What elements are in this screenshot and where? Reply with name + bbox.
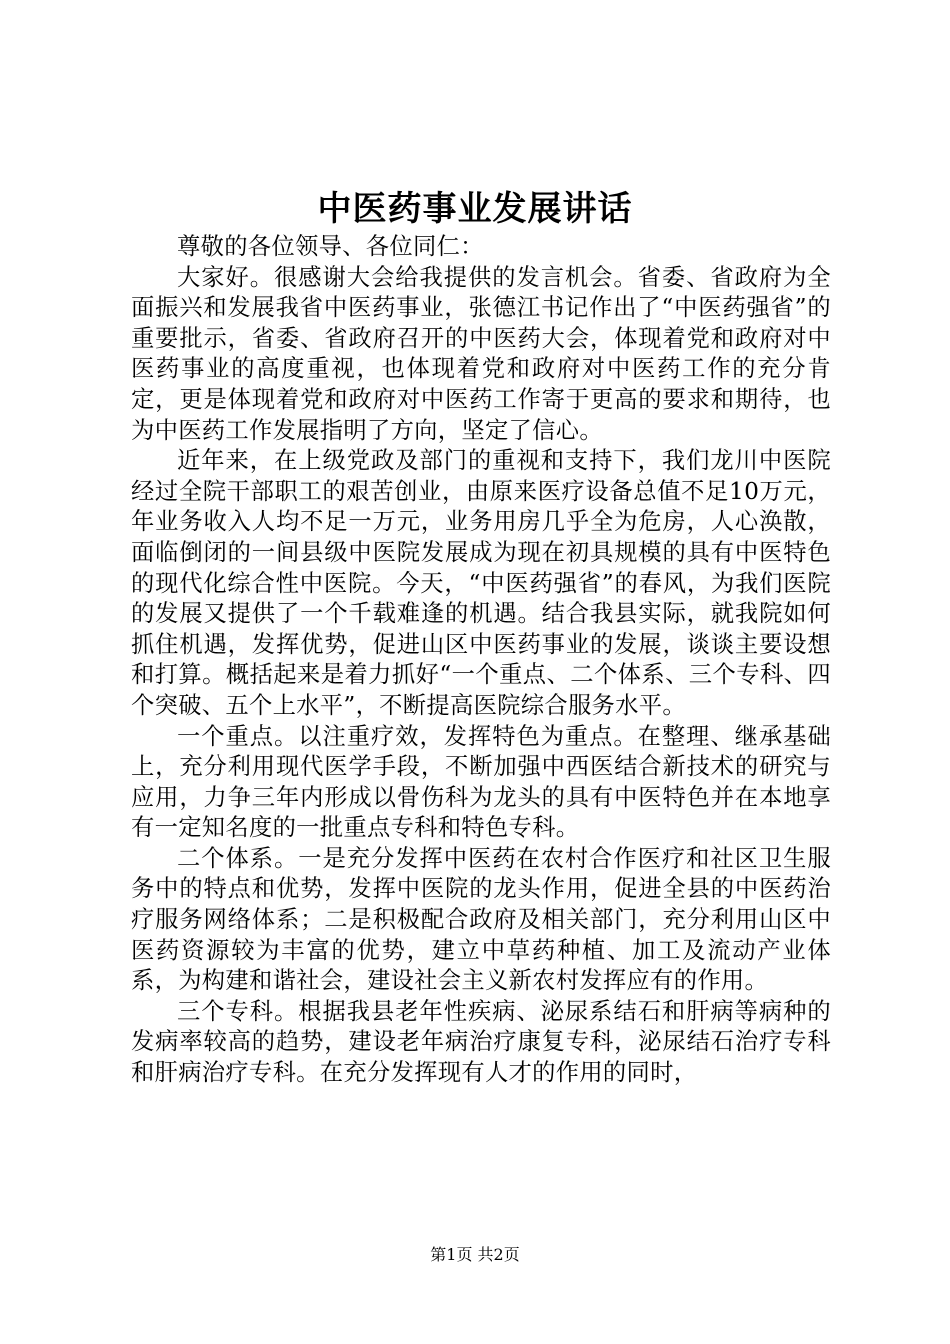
paragraph-4: 二个体系。一是充分发挥中医药在农村合作医疗和社区卫生服务中的特点和优势，发挥中医院的龙头作用，促进全县的中医药治疗服务网络体系；二是积极配合政府及相关部门，充分利用山区中医药资源较为丰富的优势，建立中草药种植、加工及流动产业体系，为构建和谐社会，建设社会主义新农村发挥应有的作用。 [131,844,831,995]
paragraph-5: 三个专科。根据我县老年性疾病、泌尿系结石和肝病等病种的发病率较高的趋势，建设老年病治疗康复专科，泌尿结石治疗专科和肝病治疗专科。在充分发挥现有人才的作用的同时， [131,997,831,1087]
document-title: 中医药事业发展讲话 [317,189,633,229]
salutation: 尊敬的各位领导、各位同仁： [177,233,484,260]
paragraph-1: 大家好。很感谢大会给我提供的发言机会。省委、省政府为全面振兴和发展我省中医药事业，张德江书记作出了“中医药强省”的重要批示，省委、省政府召开的中医药大会，体现着党和政府对中医药事业的高度重视，也体现着党和政府对中医药工作的充分肯定，更是体现着党和政府对中医药工作寄于更高的要求和期待，也为中医药工作发展指明了方向，坚定了信心。 [131,263,831,444]
paragraph-2: 近年来，在上级党政及部门的重视和支持下，我们龙川中医院经过全院干部职工的艰苦创业，由原来医疗设备总值不足10万元，年业务收入人均不足一万元，业务用房几乎全为危房，人心涣散，面临倒闭的一间县级中医院发展成为现在初具规模的具有中医特色的现代化综合性中医院。今天，“中医药强省”的春风，为我们医院的发展又提供了一个千载难逢的机遇。结合我县实际，就我院如何抓住机遇，发挥优势，促进山区中医药事业的发展，谈谈主要设想和打算。概括起来是着力抓好“一个重点、二个体系、三个专科、四个突破、五个上水平”，不断提高医院综合服务水平。 [131,447,831,719]
document-body [131,232,831,1089]
paragraph-3: 一个重点。以注重疗效，发挥特色为重点。在整理、继承基础上，充分利用现代医学手段，不断加强中西医结合新技术的研究与应用，力争三年内形成以骨伤科为龙头的具有中医特色并在本地享有一定知名度的一批重点专科和特色专科。 [131,722,831,842]
page-footer: 第1页 共2页 [430,1245,520,1264]
